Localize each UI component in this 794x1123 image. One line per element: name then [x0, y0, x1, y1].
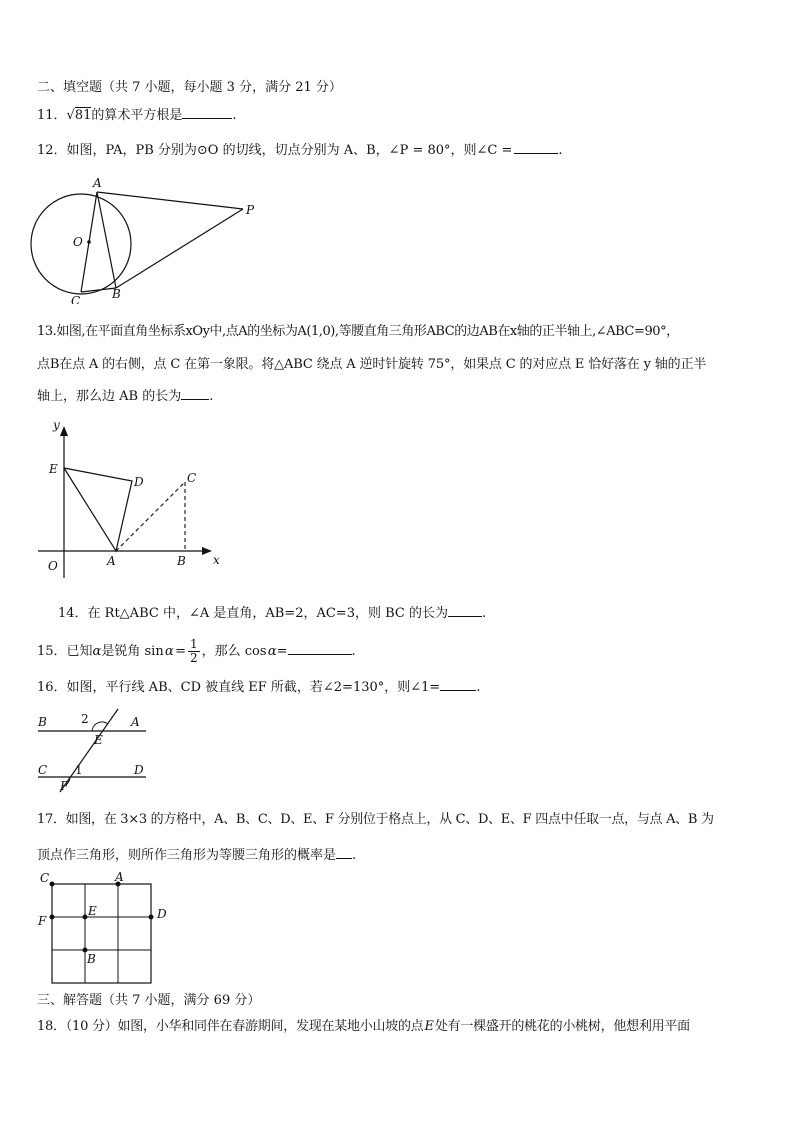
q15-eq: =: [175, 644, 186, 659]
center-dot: [87, 240, 91, 244]
q18-suffix: 处有一棵盛开的桃花的小桃树，他想利用平面: [434, 1019, 690, 1034]
label-c: C: [38, 763, 48, 777]
question-13-line-3: [37, 387, 213, 405]
tangent-pa: [97, 192, 243, 209]
q17-line-2-text: 顶点作三角形，则所作三角形为等腰三角形的概率是: [37, 848, 337, 863]
q15-cos: ，那么 cos: [201, 644, 267, 659]
question-11: [37, 106, 237, 124]
q15-eq-2: =: [276, 644, 288, 659]
q17-end: .: [352, 848, 357, 863]
label-b: B: [87, 952, 96, 966]
point-d: [149, 915, 154, 920]
x-axis-arrow: [202, 547, 212, 555]
q11-number: 11．: [37, 108, 67, 123]
q15-prefix: 15．已知: [37, 644, 93, 659]
q15-alpha-2: α: [164, 644, 174, 659]
question-17-line-1: 17．如图，在 3×3 的方格中，A、B、C、D、E、F 分别位于格点上，从 C、D、E、F 四点中任取一点，与点 A、B 为: [37, 812, 714, 827]
q12-text: 12．如图，PA，PB 分别为⊙O 的切线，切点分别为 A、B，∠P = 80°，则∠C =: [37, 143, 513, 158]
q15-alpha: α: [92, 644, 102, 659]
q13-figure: [34, 418, 234, 578]
label-b: B: [38, 715, 47, 729]
label-a: A: [93, 176, 102, 190]
label-d: D: [157, 907, 167, 921]
grid-border: [52, 884, 151, 983]
q12-figure: [30, 172, 270, 304]
q12-answer-blank: [514, 141, 558, 154]
q15-end: .: [351, 644, 356, 659]
q17-answer-blank: [336, 846, 352, 859]
section-3-title: 三、解答题（共 7 小题，满分 69 分）: [37, 993, 261, 1008]
section-2-title: 二、填空题（共 7 小题，每小题 3 分，满分 21 分）: [37, 80, 342, 95]
q17-figure: [34, 868, 174, 990]
question-13-line-2: 点B在点 A 的右侧，点 C 在第一象限。将△ABC 绕点 A 逆时针旋转 75°，如果点 C 的对应点 E 恰好落在 y 轴的正半: [37, 357, 707, 372]
label-d: D: [134, 475, 144, 489]
label-c: C: [187, 471, 197, 485]
point-e: [83, 915, 88, 920]
label-b: B: [112, 287, 121, 301]
q16-end: .: [476, 680, 481, 695]
label-2: 2: [81, 712, 89, 726]
label-e: E: [49, 462, 58, 476]
q15-fraction: [188, 638, 200, 665]
tangent-pb: [116, 209, 243, 288]
line-ef: [60, 709, 118, 792]
q14-text: 14．在 Rt△ABC 中，∠A 是直角，AB=2，AC=3，则 BC 的长为: [58, 606, 448, 621]
label-c: C: [40, 871, 50, 885]
q11-radicand: 81: [74, 108, 92, 123]
label-d: D: [134, 763, 144, 777]
q18-prefix: 18．（10 分）如图，小华和同伴在春游期间，发现在某地小山坡的点: [37, 1019, 424, 1034]
q13-line-3-text: 轴上，那么边 AB 的长为: [37, 389, 182, 404]
y-axis-arrow: [60, 426, 68, 436]
label-1: 1: [75, 763, 83, 777]
question-17-line-2: [37, 846, 356, 864]
label-e: E: [88, 904, 97, 918]
label-a: A: [107, 554, 116, 568]
question-13-line-1: 13.如图,在平面直角坐标系xOy中,点A的坐标为A(1,0),等腰直角三角形ABC的边AB在x轴的正半轴上,∠ABC=90°，: [37, 324, 679, 339]
question-15: [37, 638, 356, 665]
q13-answer-blank: [181, 387, 209, 400]
question-16: [37, 678, 480, 696]
sqrt-symbol: √: [66, 108, 75, 123]
q11-text: 的算术平方根是: [91, 108, 183, 123]
dashed-ac: [116, 482, 185, 551]
question-12: [37, 141, 563, 159]
question-14: [58, 604, 486, 622]
q14-end: .: [481, 606, 487, 621]
point-f: [50, 915, 55, 920]
q16-text: 16．如图，平行线 AB、CD 被直线 EF 所截，若∠2=130°，则∠1=: [37, 680, 441, 695]
q16-answer-blank: [440, 678, 476, 691]
q15-numerator: 1: [189, 637, 198, 651]
triangle-aed: [64, 468, 132, 551]
label-y: y: [53, 418, 60, 432]
label-f: F: [38, 914, 47, 928]
q14-answer-blank: [448, 604, 482, 617]
q15-sin: sin: [144, 644, 164, 659]
label-a: A: [131, 715, 140, 729]
label-e: E: [94, 733, 103, 747]
q12-end: .: [558, 143, 563, 158]
label-o: O: [48, 559, 58, 573]
q13-end: .: [209, 389, 214, 404]
label-o: O: [73, 235, 83, 249]
q15-mid: 是锐角: [101, 644, 141, 659]
label-a: A: [115, 870, 124, 884]
q16-figure: [34, 706, 150, 794]
q15-answer-blank: [288, 642, 352, 655]
q15-alpha-3: α: [267, 644, 277, 659]
label-c: C: [71, 294, 81, 304]
q15-denominator: 2: [189, 651, 198, 665]
question-18: [37, 1019, 690, 1035]
q18-point: E: [424, 1019, 434, 1034]
label-p: P: [246, 203, 255, 217]
q11-end: .: [232, 108, 237, 123]
label-f: F: [60, 779, 69, 793]
label-b: B: [177, 554, 186, 568]
q11-answer-blank: [182, 106, 232, 119]
point-c: [50, 882, 55, 887]
label-x: x: [213, 553, 220, 567]
